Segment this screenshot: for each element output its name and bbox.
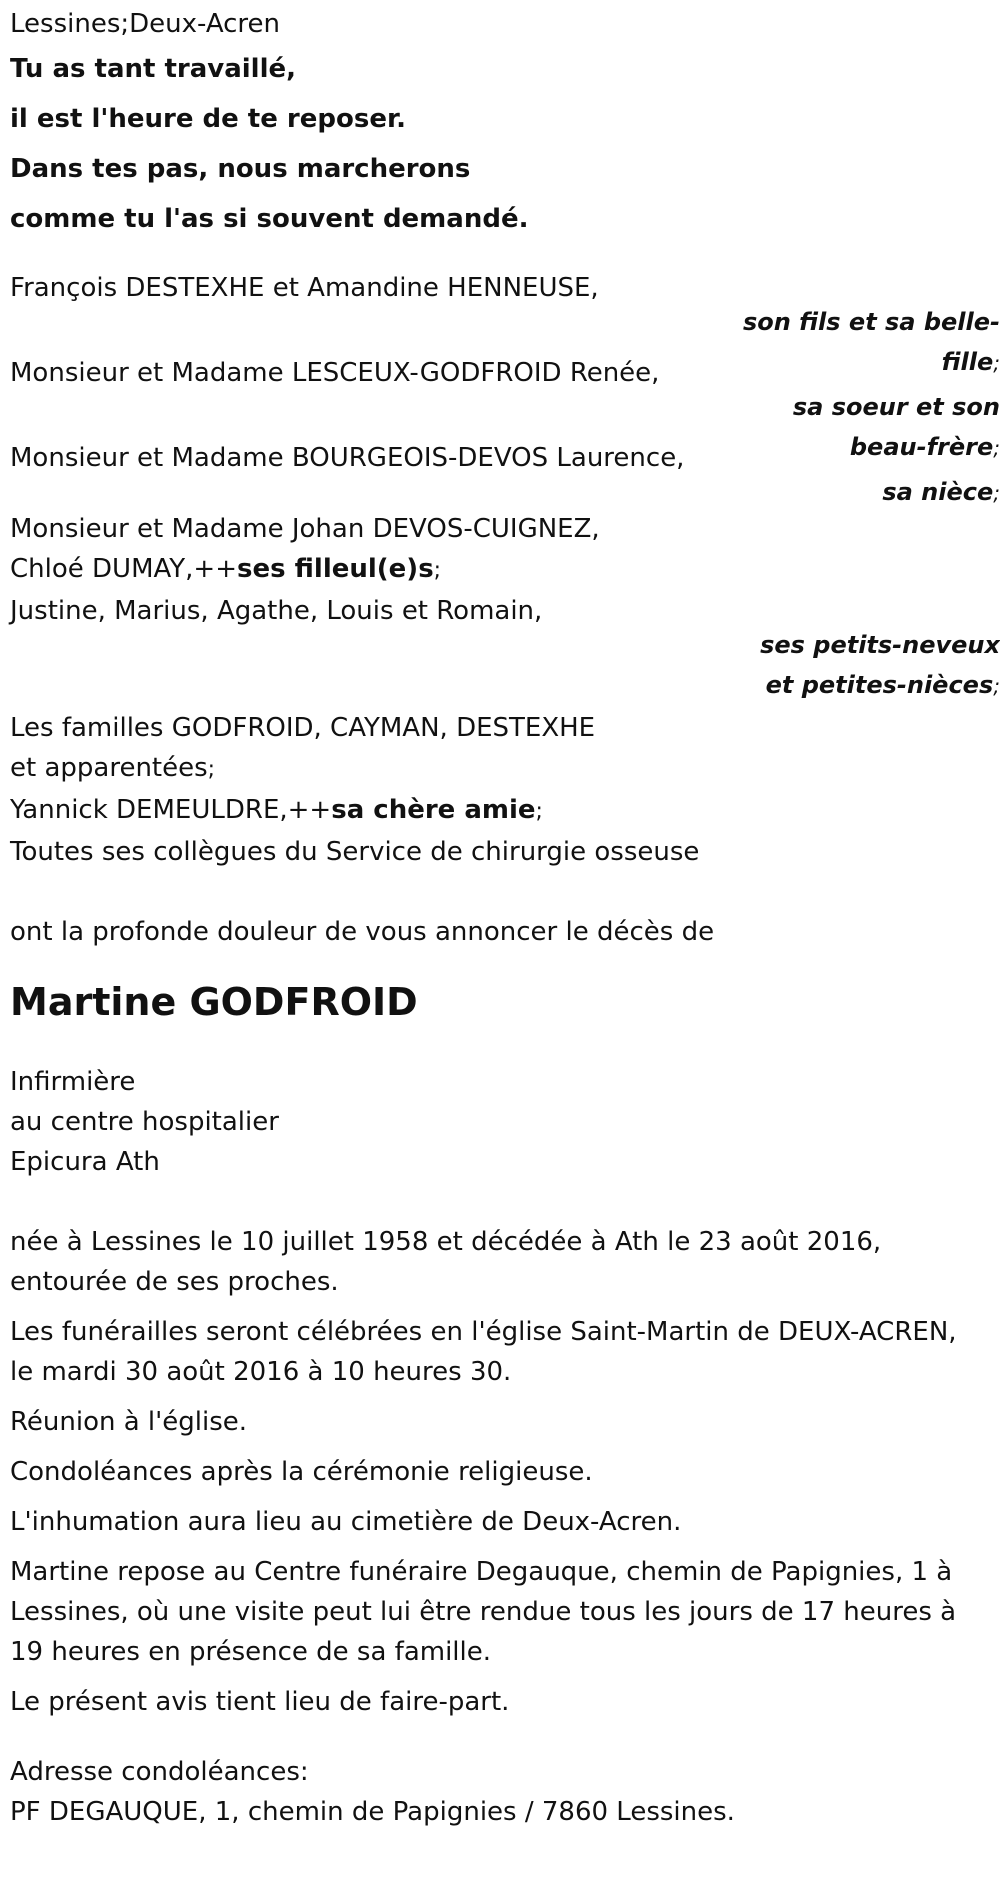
relation-separator: ; xyxy=(993,674,1000,698)
verse-line: il est l'heure de te reposer. xyxy=(10,104,406,134)
verse-line: Tu as tant travaillé, xyxy=(10,54,297,84)
condolences-paragraph: Condoléances après la cérémonie religieuse. xyxy=(10,1457,593,1487)
family-member-name: Chloé DUMAY,++ xyxy=(10,554,237,584)
family-member-name: Justine, Marius, Agathe, Louis et Romain, xyxy=(10,596,543,626)
verse-line: comme tu l'as si souvent demandé. xyxy=(10,204,529,234)
relation-line: fille xyxy=(941,348,994,376)
family-relation: sa chère amie xyxy=(331,795,536,825)
family-member-name: François DESTEXHE et Amandine HENNEUSE, xyxy=(10,273,599,303)
address-label: Adresse condoléances: xyxy=(10,1757,309,1787)
rest-paragraph xyxy=(10,1552,1000,1672)
deceased-name: Martine GODFROID xyxy=(10,980,418,1024)
family-relation xyxy=(882,472,1000,513)
address-value: PF DEGAUQUE, 1, chemin de Papignies / 7860 Lessines. xyxy=(10,1797,735,1827)
family-relation: ses filleul(e)s xyxy=(237,554,434,584)
relation-line: beau-frère xyxy=(849,433,994,461)
profession-block xyxy=(10,1062,1000,1182)
relation-line: sa nièce xyxy=(882,478,994,506)
paragraph-line: 19 heures en présence de sa famille. xyxy=(10,1637,492,1667)
profession-line: Epicura Ath xyxy=(10,1147,160,1177)
relation-separator: ; xyxy=(993,351,1000,375)
family-member-name: Toutes ses collègues du Service de chirurgie osseuse xyxy=(10,837,700,867)
family-member-line xyxy=(10,549,1000,591)
birth-death-paragraph xyxy=(10,1222,1000,1302)
verse-block xyxy=(10,44,1000,244)
family-member-line xyxy=(10,748,1000,790)
reunion-paragraph: Réunion à l'église. xyxy=(10,1407,248,1437)
paragraph-line: le mardi 30 août 2016 à 10 heures 30. xyxy=(10,1357,512,1387)
family-row xyxy=(10,438,1000,513)
profession-line: au centre hospitalier xyxy=(10,1107,279,1137)
verse-line: Dans tes pas, nous marcherons xyxy=(10,154,471,184)
family-member-name: Yannick DEMEULDRE,++ xyxy=(10,795,332,825)
family-member-line xyxy=(10,790,1000,832)
details-block xyxy=(10,1222,1000,1722)
paragraph-line: Lessines, où une visite peut lui être rendue tous les jours de 17 heures à xyxy=(10,1597,957,1627)
relation-separator: ; xyxy=(993,436,1000,460)
relation-separator: ; xyxy=(993,481,1000,505)
family-member-name: Monsieur et Madame BOURGEOIS-DEVOS Laurence, xyxy=(10,443,685,473)
relation-line: sa soeur et son xyxy=(792,393,1000,421)
paragraph-line: Martine repose au Centre funéraire Degauque, chemin de Papignies, 1 à xyxy=(10,1557,953,1587)
family-member-name: et apparentées xyxy=(10,753,208,783)
obituary-page xyxy=(0,4,1000,1832)
announcement-intro: ont la profonde douleur de vous annoncer le décès de xyxy=(10,917,715,947)
family-block xyxy=(10,268,1000,872)
family-member-name: Les familles GODFROID, CAYMAN, DESTEXHE xyxy=(10,713,596,743)
notice-paragraph: Le présent avis tient lieu de faire-part. xyxy=(10,1687,510,1717)
relation-line: son fils et sa belle- xyxy=(742,308,1000,336)
relation-line: ses petits-neveux xyxy=(760,631,1000,659)
relation-separator: ; xyxy=(433,558,442,583)
family-lines xyxy=(10,708,1000,872)
paragraph-line: entourée de ses proches. xyxy=(10,1267,339,1297)
relation-separator: ; xyxy=(535,799,543,824)
relation-separator: ; xyxy=(207,757,216,782)
paragraph-line: née à Lessines le 10 juillet 1958 et décédée à Ath le 23 août 2016, xyxy=(10,1227,882,1257)
burial-paragraph: L'inhumation aura lieu au cimetière de Deux-Acren. xyxy=(10,1507,682,1537)
family-lines xyxy=(10,509,1000,631)
family-member-name: Monsieur et Madame Johan DEVOS-CUIGNEZ, xyxy=(10,514,600,544)
paragraph-line: Les funérailles seront célébrées en l'église Saint-Martin de DEUX-ACREN, xyxy=(10,1317,957,1347)
family-relation xyxy=(760,625,1000,706)
address-block xyxy=(10,1752,1000,1832)
relation-line: et petites-nièces xyxy=(765,671,994,699)
funeral-paragraph xyxy=(10,1312,1000,1392)
family-member-name: Monsieur et Madame LESCEUX-GODFROID Renée, xyxy=(10,358,660,388)
profession-line: Infirmière xyxy=(10,1067,136,1097)
location-line: Lessines;Deux-Acren xyxy=(10,9,281,39)
